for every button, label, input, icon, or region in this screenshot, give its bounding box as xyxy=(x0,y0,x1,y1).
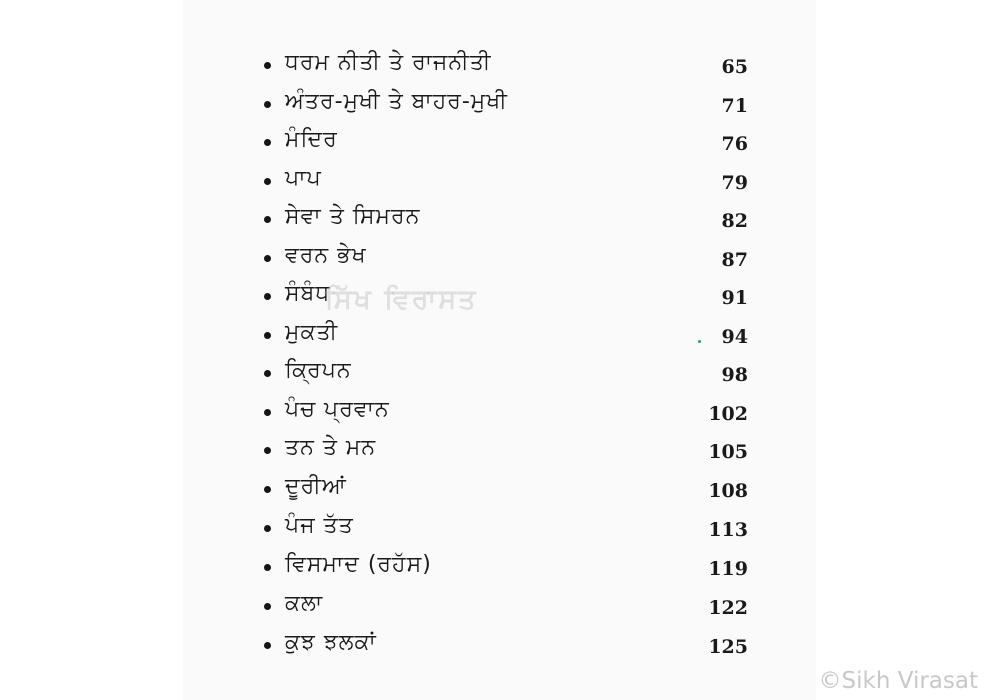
toc-entry-title: ਵਿਸਮਾਦ (ਰਹੱਸ) xyxy=(285,552,432,577)
toc-entry xyxy=(0,276,1000,315)
toc-entry-page: 98 xyxy=(721,364,748,386)
toc-entry-page: 76 xyxy=(721,133,748,155)
toc-entry xyxy=(0,469,1000,508)
toc-entry-page: 102 xyxy=(708,403,748,425)
bullet-icon xyxy=(264,409,271,416)
toc-entry-page: 71 xyxy=(721,95,748,117)
toc-entry-title: ਦੂਰੀਆਂ xyxy=(285,474,347,499)
toc-entry xyxy=(0,161,1000,200)
toc-entry-page: 65 xyxy=(721,56,748,78)
toc-entry xyxy=(0,84,1000,123)
toc-entry xyxy=(0,199,1000,238)
toc-entry-title: ਅੰਤਰ-ਮੁਖੀ ਤੇ ਬਾਹਰ-ਮੁਖੀ xyxy=(285,89,508,114)
bullet-icon xyxy=(264,525,271,532)
bullet-icon xyxy=(264,178,271,185)
bullet-icon xyxy=(264,603,271,610)
toc-entry-title: ਸੰਬੰਧ xyxy=(285,281,331,306)
toc-entry xyxy=(0,625,1000,664)
bullet-icon xyxy=(264,447,271,454)
toc-entry-title: ਕਲਾ xyxy=(285,591,324,616)
toc-entry-page: 79 xyxy=(721,172,748,194)
toc-entry-page: 87 xyxy=(721,249,748,271)
toc-entry xyxy=(0,586,1000,625)
toc-entry-title: ਪੰਚ ਪ੍ਰਵਾਨ xyxy=(285,397,390,422)
bullet-icon xyxy=(264,101,271,108)
bullet-icon xyxy=(264,62,271,69)
bullet-icon xyxy=(264,642,271,649)
toc-entry xyxy=(0,430,1000,469)
toc-entry-title: ਪਾਪ xyxy=(285,166,322,191)
toc-entry xyxy=(0,353,1000,392)
toc-entry-title: ਮੁਕਤੀ xyxy=(285,320,339,345)
stray-mark xyxy=(698,340,701,343)
toc-entry-page: 105 xyxy=(708,441,748,463)
toc-entry-title: ਤਨ ਤੇ ਮਨ xyxy=(285,435,377,460)
toc-entry xyxy=(0,238,1000,277)
bullet-icon xyxy=(264,293,271,300)
toc-entry-page: 94 xyxy=(721,326,748,348)
toc-entry xyxy=(0,392,1000,431)
bullet-icon xyxy=(264,139,271,146)
toc-entry-page: 119 xyxy=(708,558,748,580)
toc-entry-title: ਕੁਝ ਝਲਕਾਂ xyxy=(285,630,377,655)
toc-entry xyxy=(0,547,1000,586)
bullet-icon xyxy=(264,370,271,377)
toc-entry-page: 125 xyxy=(708,636,748,658)
bullet-icon xyxy=(264,216,271,223)
bullet-icon xyxy=(264,332,271,339)
toc-entry-title: ਮੰਦਿਰ xyxy=(285,127,338,152)
toc-entry-page: 113 xyxy=(708,519,748,541)
bullet-icon xyxy=(264,564,271,571)
toc-entry-title: ਵਰਨ ਭੇਖ xyxy=(285,243,367,268)
toc-entry-page: 82 xyxy=(721,210,748,232)
toc-entry-title: ਧਰਮ ਨੀਤੀ ਤੇ ਰਾਜਨੀਤੀ xyxy=(285,50,492,75)
copyright-watermark: ©Sikh Virasat xyxy=(818,668,978,694)
watermark-text: ਸਿੱਖ ਵਿਰਾਸਤ xyxy=(325,284,478,315)
toc-entry-page: 91 xyxy=(721,287,748,309)
toc-entry-title: ਪੰਜ ਤੱਤ xyxy=(285,513,354,538)
toc-entry-title: ਕ੍ਰਿਪਨ xyxy=(285,358,352,383)
bullet-icon xyxy=(264,486,271,493)
toc-entry xyxy=(0,122,1000,161)
toc-entry xyxy=(0,315,1000,354)
toc-entry xyxy=(0,45,1000,84)
toc-entry-title: ਸੇਵਾ ਤੇ ਸਿਮਰਨ xyxy=(285,204,421,229)
toc-entry-page: 122 xyxy=(708,597,748,619)
toc-entry-page: 108 xyxy=(708,480,748,502)
toc-entry xyxy=(0,508,1000,547)
bullet-icon xyxy=(264,255,271,262)
